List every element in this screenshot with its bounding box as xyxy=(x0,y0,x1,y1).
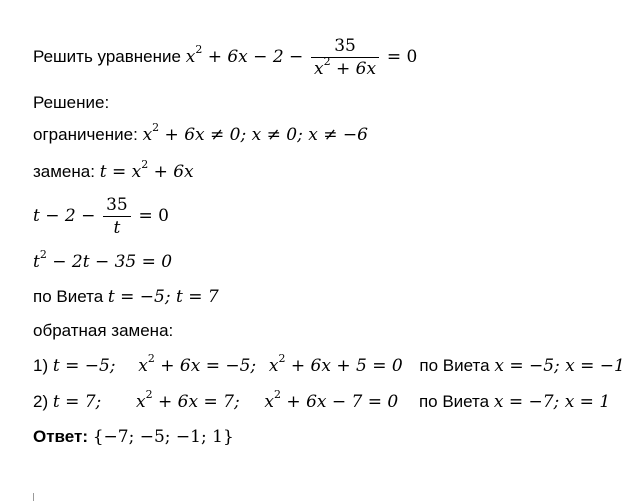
case-1-number: 1) xyxy=(33,356,49,375)
t-equation-line xyxy=(33,194,169,239)
task-line xyxy=(33,35,417,80)
case-1-vieta-label: по Виета xyxy=(419,356,490,375)
case-1-t: t = −5; xyxy=(52,356,116,376)
task-equation-right: = 0 xyxy=(386,46,418,67)
case-1-line xyxy=(33,352,625,377)
restriction-label: ограничение: xyxy=(33,125,138,144)
case-1-quadratic: $x^2 + 6x + 5 = 0$ xyxy=(268,352,403,376)
task-equation-left: $x^2 + 6x - 2$ − xyxy=(185,43,304,67)
t-fraction-numerator: 35 xyxy=(106,195,128,215)
case-2-equation: $x^2 + 6x = 7$; xyxy=(136,388,240,412)
substitution-line xyxy=(33,158,194,183)
case-2-line xyxy=(33,388,611,413)
case-2-vieta-label: по Виета xyxy=(418,392,490,411)
back-substitution-heading xyxy=(33,320,173,342)
case-1-equation: $x^2 + 6x = -5$; xyxy=(138,352,257,376)
t-equation-left: t − 2 − xyxy=(33,205,96,226)
case-2-roots: x = −7; x = 1 xyxy=(493,392,611,412)
vieta-t-math: t = −5; t = 7 xyxy=(107,287,219,307)
vieta-t-line xyxy=(33,286,219,308)
case-2-t: t = 7; xyxy=(52,392,102,412)
fraction-denominator: $x^2 + 6x$ xyxy=(311,57,379,80)
quadratic-math: $t^2 - 2t - 35 = 0$ xyxy=(33,248,173,272)
vieta-label: по Виета xyxy=(33,287,104,306)
case-1-roots: x = −5; x = −1 xyxy=(494,356,625,376)
task-fraction xyxy=(311,35,379,80)
text-cursor xyxy=(33,493,34,501)
t-equation-right: = 0 xyxy=(138,205,169,226)
substitution-math: $t = x^2 + 6x$ xyxy=(99,158,194,182)
t-fraction xyxy=(103,194,131,239)
task-label: Решить уравнение xyxy=(33,46,181,66)
solution-label: Решение: xyxy=(33,93,110,112)
case-2-number: 2) xyxy=(33,392,49,411)
answer-math: {−7; −5; −1; 1} xyxy=(92,427,234,447)
answer-line xyxy=(33,426,234,448)
fraction-numerator: 35 xyxy=(334,36,356,56)
solution-heading xyxy=(33,92,109,114)
restriction-line xyxy=(33,121,368,146)
case-2-quadratic: $x^2 + 6x - 7 = 0$ xyxy=(264,388,399,412)
substitution-label: замена: xyxy=(33,162,95,181)
back-substitution-label: обратная замена: xyxy=(33,321,174,340)
answer-label: Ответ: xyxy=(33,427,88,446)
restriction-math: $x^2 + 6x \ne 0$; x ≠ 0; x ≠ −6 xyxy=(142,121,368,145)
quadratic-line xyxy=(33,248,173,273)
t-fraction-denominator: t xyxy=(103,216,131,239)
